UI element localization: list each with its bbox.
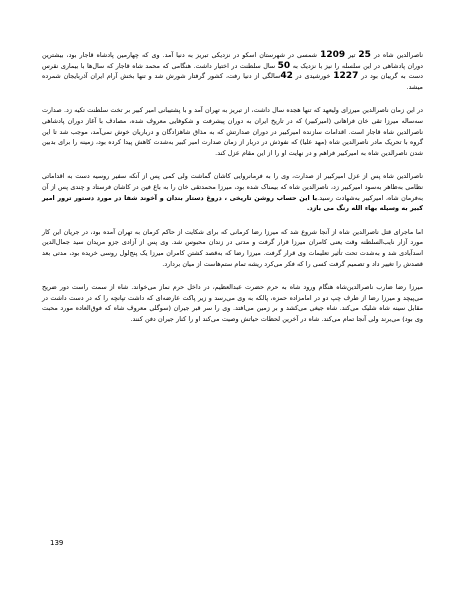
text-segment: تیر bbox=[345, 51, 359, 59]
paragraph-amir-kabir bbox=[42, 105, 423, 158]
paragraph-assassination bbox=[42, 282, 423, 324]
text-segment: 1227 bbox=[333, 71, 359, 82]
text-segment: اما ماجرای قتل ناصرالدین شاه از آنجا شروع شد که میرزا رضا کرمانی که برای شکایت از حاکم کرمان به تهران آمده بود، در جریان این کار مورد آزار نایب‌السلطنه وقت یعنی کامران میرزا قرار گرفت و مدتی در زندان محبوس شد. وی پس از آزادی جزو مریدان سید جمال‌الدین اسدآبادی شد و به‌شدت تحت تأثیر تعلیمات وی قرار گرفت. میرزا رضا که به‌قصد کشتن کامران میرزا یک پنج‌لول روسی خریده بود، مدتی بعد قصدش را تغییر داد و تصمیم گرفت کسی را که فکر می‌کرد ریشه تمام ستم‌هاست از میان بردارد. bbox=[42, 227, 423, 268]
paragraph-dismissal bbox=[42, 171, 423, 213]
text-segment: سالگی از دنیا رفت، کشور گرفتار شورش شد و تنها بخش آرام ایران آذربایجان شمرده میشد. bbox=[42, 72, 423, 91]
text-segment: 42 bbox=[280, 71, 293, 82]
text-segment: با این حساب روشن تاریخی ، دروغ دستار بندان و آخوند شفا در مورد دستور ترور امیر کبیر به وسیله بهاء الله رنگ می بازد. bbox=[42, 193, 423, 213]
document-page bbox=[42, 50, 423, 337]
text-segment: میرزا رضا ضارب ناصرالدین‌شاه هنگام ورود شاه به حرم حضرت عبدالعظیم، در داخل حرم نماز می‌خواند. شاه از سمت راست دور ضریح می‌پیچد و میرزا رضا از طرف چپ دو در امامزاده حمزه، پالکه به وی می‌رسد و زیر پاکت عارضه‌ای که داشت تپانچه را که در دست داشت در مقابل سینه شاه شلیک می‌کند. شاه جیغی می‌کشد و بر زمین می‌افتد. وی را سر قبر جیران (سوگلی معروف شاه که فوق‌العاده مورد محبت وی بود) می‌برند ولی آنجا تمام می‌کند. شاه در آخرین لحظات حیاتش وصیت می‌کند او را کنار جیران دفن کنند. bbox=[42, 283, 423, 323]
text-segment: خورشیدی در bbox=[292, 72, 334, 81]
text-segment: در این زمان ناصرالدین میرزای ولیعهد که تنها هجده سال داشت، از تبریز به تهران آمد و با پشتیبانی امیر کبیر بر تخت سلطنت تکیه زد. صدارت سه‌ساله میرزا تقی خان فراهانی (امیرکبیر) که در تاریخ ایران به دوران پیشرفت و شکوفایی معروف شده، مصادف با آغاز دوران پادشاهی ناصرالدین شاه قاجار است. اقدامات سازنده امیرکبیر در دوران صدارتش که به مذاق شاهزادگان و درباریان خوش نمی‌آمد، موجب شد تا این گروه با تحریک مادر ناصرالدین شاه (مهد علیا) که نفوذش در دربار از زمان صدارت امیر کبیر به‌شدت کاهش پیدا کرده بود، زمینه را برای بدبین شدن ناصرالدین شاه به امیرکبیر فراهم و در نهایت او را از این مقام عزل کند. bbox=[42, 106, 423, 157]
paragraph-birth bbox=[42, 50, 423, 92]
text-segment: سال سلطنت در اختیار داشت. هنگامی که محمد شاه قاجار که سال‌ها با بیماری نقرس دست به گریبان بود در bbox=[42, 61, 423, 81]
text-segment: 25 bbox=[358, 50, 371, 60]
text-segment: 1209 bbox=[320, 50, 346, 60]
text-segment: ناصرالدین شاه پس از عزل امیرکبیر از صدارت، وی را به فرمانروایی کاشان گماشت ولی کمی پس از آنکه سفیر روسیه دست به اقداماتی نظامی به‌ظاهر به‌سود امیرکبیر زد، ناصرالدین شاه که بیمناک شده بود، میرزا محمدتقی خان را به باغ فین در کاشان فرستاد و چندی پس از آن به‌فرمان شاه، امیرکبیر به‌شهادت رسید. bbox=[42, 172, 423, 202]
text-segment: ناصرالدین شاه در bbox=[370, 51, 423, 59]
paragraph-mirza-reza bbox=[42, 227, 423, 269]
page-number: 139 bbox=[50, 539, 64, 547]
text-segment: شمسی در شهرستان اسکو در نزدیکی تبریز به دنیا آمد. وی که چهارمین پادشاه قاجار بود، بیشترین دوران پادشاهی در این سلسله را نیز با نزدیک به bbox=[42, 51, 424, 70]
text-segment: 50 bbox=[277, 60, 291, 71]
